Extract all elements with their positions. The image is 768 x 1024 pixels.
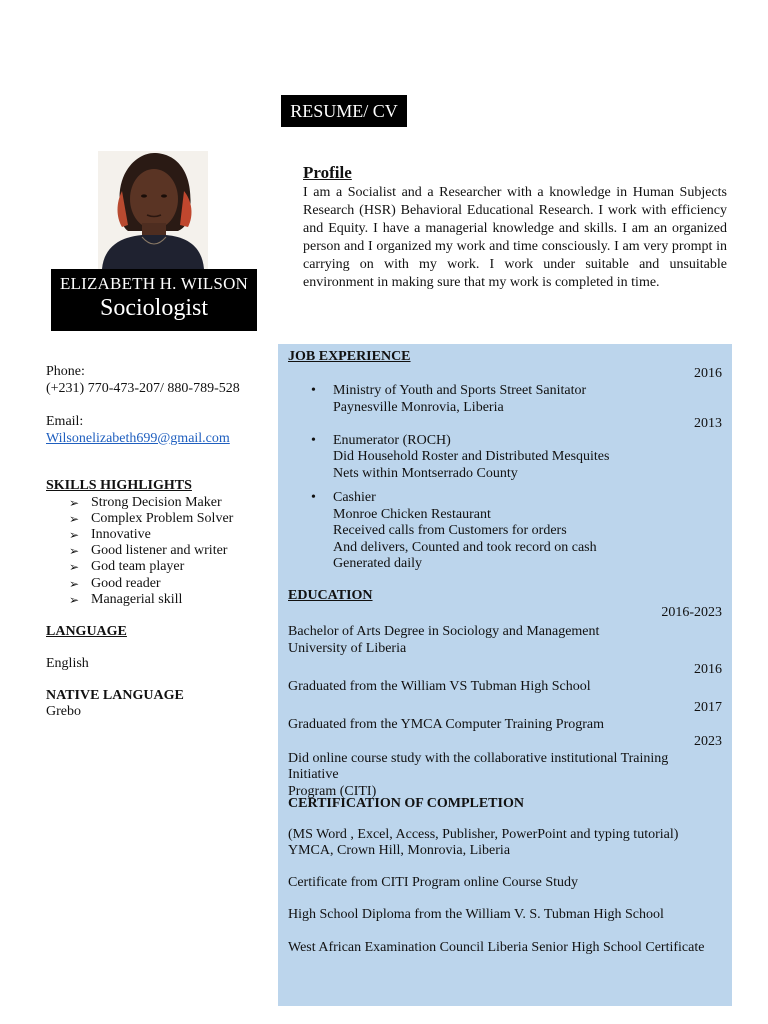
portrait-image <box>98 151 208 269</box>
arrow-bullet-icon: ➢ <box>69 544 80 559</box>
list-item: ➢ Good reader <box>69 575 161 591</box>
certification-line: (MS Word , Excel, Access, Publisher, PowerPoint and typing tutorial) <box>288 826 679 842</box>
education-line: University of Liberia <box>288 640 407 656</box>
education-line: Graduated from the William VS Tubman High School <box>288 678 591 694</box>
education-heading: EDUCATION <box>288 588 373 603</box>
list-item: • Cashier Monroe Chicken Restaurant Received calls from Customers for orders And delivers, Counted and took record on cash Generated daily <box>311 490 597 571</box>
arrow-bullet-icon: ➢ <box>69 560 80 575</box>
arrow-bullet-icon: ➢ <box>69 527 80 542</box>
job-experience-section <box>288 349 722 573</box>
full-name: ELIZABETH H. WILSON <box>59 274 249 293</box>
certification-line: West African Examination Council Liberia Senior High School Certificate <box>288 939 705 955</box>
bullet-icon: • <box>311 490 316 505</box>
experience-panel <box>278 344 732 1006</box>
arrow-bullet-icon: ➢ <box>69 511 80 526</box>
job-role: Sociologist <box>99 295 208 321</box>
phone-number: (+231) 770-473-207/ 880-789-528 <box>46 380 240 396</box>
certification-line: Certificate from CITI Program online Course Study <box>288 874 579 890</box>
education-section <box>288 588 722 800</box>
education-year: 2016 <box>694 662 722 677</box>
profile-text: I am a Socialist and a Researcher with a knowledge in Human Subjects Research (HSR) Behavioral Educational Research. I work with efficiency and Equity. I have a managerial knowledge and skills. I am an organized person and I organized my work and time consciously. I am very prompt in carrying on with my work. I work under suitable and unsuitable environment in making sure that my work is completed in time. <box>303 185 727 290</box>
certification-section <box>288 796 722 956</box>
list-item: • Enumerator (ROCH) Did Household Roster and Distributed Mesquites Nets within Montserrado County <box>311 432 610 481</box>
arrow-bullet-icon: ➢ <box>69 576 80 591</box>
education-year: 2016-2023 <box>661 604 722 620</box>
education-year: 2017 <box>694 700 722 715</box>
education-line: Bachelor of Arts Degree in Sociology and Management <box>288 624 600 639</box>
phone-label: Phone: <box>46 364 85 379</box>
list-item: ➢ Managerial skill <box>69 591 183 607</box>
email-label: Email: <box>46 414 84 429</box>
certification-line: YMCA, Crown Hill, Monrovia, Liberia <box>288 843 511 858</box>
profile-heading: Profile <box>303 163 352 182</box>
list-item: ➢ God team player <box>69 559 185 575</box>
skills-list <box>46 495 271 608</box>
education-line: Did online course study with the collaborative institutional Training Initiative <box>288 750 669 782</box>
profile-photo <box>98 151 208 269</box>
skills-heading: SKILLS HIGHLIGHTS <box>46 478 192 493</box>
list-item: ➢ Innovative <box>69 526 151 542</box>
education-line: Program (CITI) <box>288 783 377 799</box>
email-link[interactable]: Wilsonelizabeth699@gmail.com <box>46 430 230 446</box>
list-item: ➢ Good listener and writer <box>69 543 228 559</box>
list-item: • Ministry of Youth and Sports Street Sanitator Paynesville Monrovia, Liberia <box>311 383 587 415</box>
name-banner <box>51 269 257 331</box>
native-language-value: Grebo <box>46 704 81 720</box>
list-item: ➢ Strong Decision Maker <box>69 494 222 510</box>
bullet-icon: • <box>311 432 316 448</box>
native-language-heading: NATIVE LANGUAGE <box>46 687 184 703</box>
certification-heading: CERTIFICATION OF COMPLETION <box>288 796 524 811</box>
bullet-icon: • <box>311 383 316 398</box>
job-year: 2013 <box>694 416 722 431</box>
resume-title: RESUME/ CV <box>281 95 407 127</box>
left-column <box>46 364 271 721</box>
education-year: 2023 <box>694 734 722 749</box>
arrow-bullet-icon: ➢ <box>69 495 80 510</box>
job-experience-heading: JOB EXPERIENCE <box>288 349 411 364</box>
education-line: Graduated from the YMCA Computer Training Program <box>288 716 605 732</box>
job-year: 2016 <box>694 365 722 381</box>
arrow-bullet-icon: ➢ <box>69 592 80 607</box>
list-item: ➢ Complex Problem Solver <box>69 510 234 526</box>
language-value: English <box>46 656 89 672</box>
profile-section <box>303 163 727 292</box>
certification-line: High School Diploma from the William V. S. Tubman High School <box>288 907 664 922</box>
language-heading: LANGUAGE <box>46 623 127 639</box>
